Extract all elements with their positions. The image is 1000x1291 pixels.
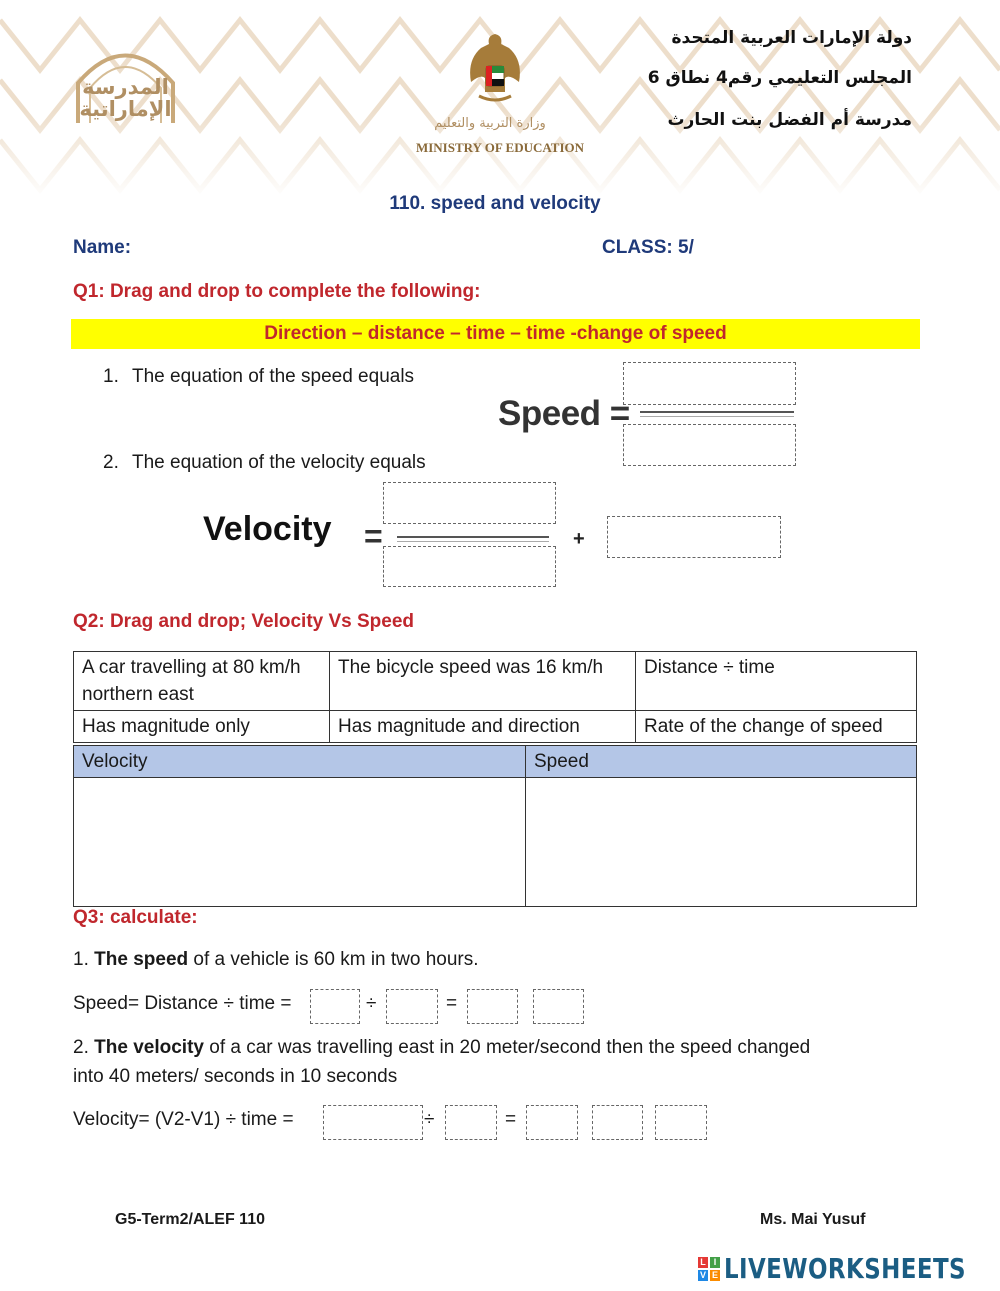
q2-sort-table — [73, 745, 917, 907]
worksheet-title: 110. speed and velocity — [389, 193, 601, 214]
velocity-change-input[interactable] — [323, 1105, 423, 1140]
q1-heading: Q1: Drag and drop to complete the following: — [73, 281, 481, 302]
q1-item2-number: 2. — [103, 452, 119, 473]
name-label: Name: — [73, 237, 132, 258]
option-card[interactable]: Has magnitude and direction — [330, 711, 636, 743]
falcon-emblem-icon — [465, 30, 525, 105]
footer-left: G5-Term2/ALEF 110 — [115, 1211, 265, 1228]
velocity-numerator-dropbox[interactable] — [383, 482, 556, 524]
velocity-drop-zone[interactable] — [74, 778, 526, 907]
velocity-denominator-dropbox[interactable] — [383, 546, 556, 587]
velocity-fraction-bar — [397, 536, 549, 538]
speed-fraction-bar-shadow — [640, 416, 794, 417]
ministry-logo — [410, 30, 590, 160]
q3-problem2-bold: The velocity — [94, 1037, 204, 1058]
velocity-column-header: Velocity — [74, 746, 526, 778]
velocity-direction-dropbox[interactable] — [607, 516, 781, 558]
header-arabic-line-2: المجلس التعليمي رقم4 نطاق 6 — [647, 68, 912, 88]
q3-problem2-line2: into 40 meters/ seconds in 10 seconds — [73, 1066, 398, 1087]
option-card[interactable]: Distance ÷ time — [636, 652, 917, 711]
speed-result-input[interactable] — [467, 989, 518, 1024]
speed-distance-input[interactable] — [310, 989, 360, 1024]
speed-time-input[interactable] — [386, 989, 438, 1024]
header-arabic-line-1: دولة الإمارات العربية المتحدة — [671, 28, 912, 48]
logo-block-i: I — [710, 1257, 720, 1268]
speed-equals-sign: = — [446, 993, 458, 1014]
speed-fraction-bar — [640, 411, 794, 413]
speed-numerator-dropbox[interactable] — [623, 362, 796, 405]
q3-heading: Q3: calculate: — [73, 907, 198, 928]
options-row — [74, 711, 917, 743]
q3-problem1-bold: The speed — [94, 949, 189, 970]
velocity-result-input[interactable] — [526, 1105, 578, 1140]
liveworksheets-logo-icon — [698, 1257, 720, 1281]
class-label: CLASS: 5/ — [602, 237, 694, 258]
word-bank-bar — [71, 319, 920, 349]
speed-denominator-dropbox[interactable] — [623, 424, 796, 466]
option-card[interactable]: A car travelling at 80 km/h northern east — [74, 652, 330, 711]
velocity-equals-sign-q3: = — [505, 1109, 517, 1130]
word-bank-text: Direction – distance – time – time -change of speed — [264, 323, 727, 344]
options-row — [74, 652, 917, 711]
q3-problem1-number: 1. — [73, 949, 89, 970]
q3-problem2-line1 — [73, 1037, 810, 1059]
option-card[interactable]: Rate of the change of speed — [636, 711, 917, 743]
q1-item2-text: The equation of the velocity equals — [132, 452, 426, 473]
q3-problem1-text: of a vehicle is 60 km in two hours. — [193, 949, 479, 970]
velocity-fraction-bar-shadow — [397, 541, 549, 542]
liveworksheets-brand[interactable] — [698, 1254, 994, 1286]
velocity-unit-input-2[interactable] — [655, 1105, 707, 1140]
q1-item1-text: The equation of the speed equals — [132, 366, 415, 387]
velocity-plus-sign: + — [573, 528, 585, 550]
q3-problem1 — [73, 949, 479, 971]
speed-formula-label: Speed = — [498, 394, 630, 433]
q3-problem1-formula: Speed= Distance ÷ time = — [73, 993, 292, 1014]
q2-options-table — [73, 651, 917, 743]
footer-right: Ms. Mai Yusuf — [760, 1211, 866, 1228]
logo-block-l: L — [698, 1257, 708, 1268]
velocity-unit-input-1[interactable] — [592, 1105, 643, 1140]
q1-item1-number: 1. — [103, 366, 119, 387]
speed-divide-sign: ÷ — [366, 993, 377, 1014]
school-logo-text: المدرسة الإماراتية — [79, 75, 172, 121]
q3-problem2-number: 2. — [73, 1037, 89, 1058]
logo-block-v: V — [699, 1270, 706, 1280]
sort-header-row — [74, 746, 917, 778]
logo-block-e: E — [711, 1270, 718, 1280]
velocity-time-input[interactable] — [445, 1105, 497, 1140]
option-card[interactable]: The bicycle speed was 16 km/h — [330, 652, 636, 711]
velocity-equals-sign: = — [364, 518, 383, 554]
q2-heading: Q2: Drag and drop; Velocity Vs Speed — [73, 611, 415, 632]
speed-unit-input[interactable] — [533, 989, 584, 1024]
q3-problem2-text: of a car was travelling east in 20 meter/second then the speed changed — [209, 1037, 811, 1058]
velocity-formula-label: Velocity — [203, 510, 332, 548]
school-logo — [58, 38, 193, 128]
ministry-arabic-text: وزارة التربية والتعليم — [434, 116, 546, 131]
header-arabic-line-3: مدرسة أم الفضل بنت الحارث — [667, 110, 912, 130]
sort-drop-row — [74, 778, 917, 907]
liveworksheets-wordmark: LIVEWORKSHEETS — [724, 1252, 967, 1285]
option-card[interactable]: Has magnitude only — [74, 711, 330, 743]
q3-problem2-formula: Velocity= (V2-V1) ÷ time = — [73, 1109, 294, 1130]
velocity-divide-sign: ÷ — [424, 1109, 435, 1130]
ministry-english-text: MINISTRY OF EDUCATION — [415, 140, 585, 155]
speed-drop-zone[interactable] — [526, 778, 917, 907]
speed-column-header: Speed — [526, 746, 917, 778]
